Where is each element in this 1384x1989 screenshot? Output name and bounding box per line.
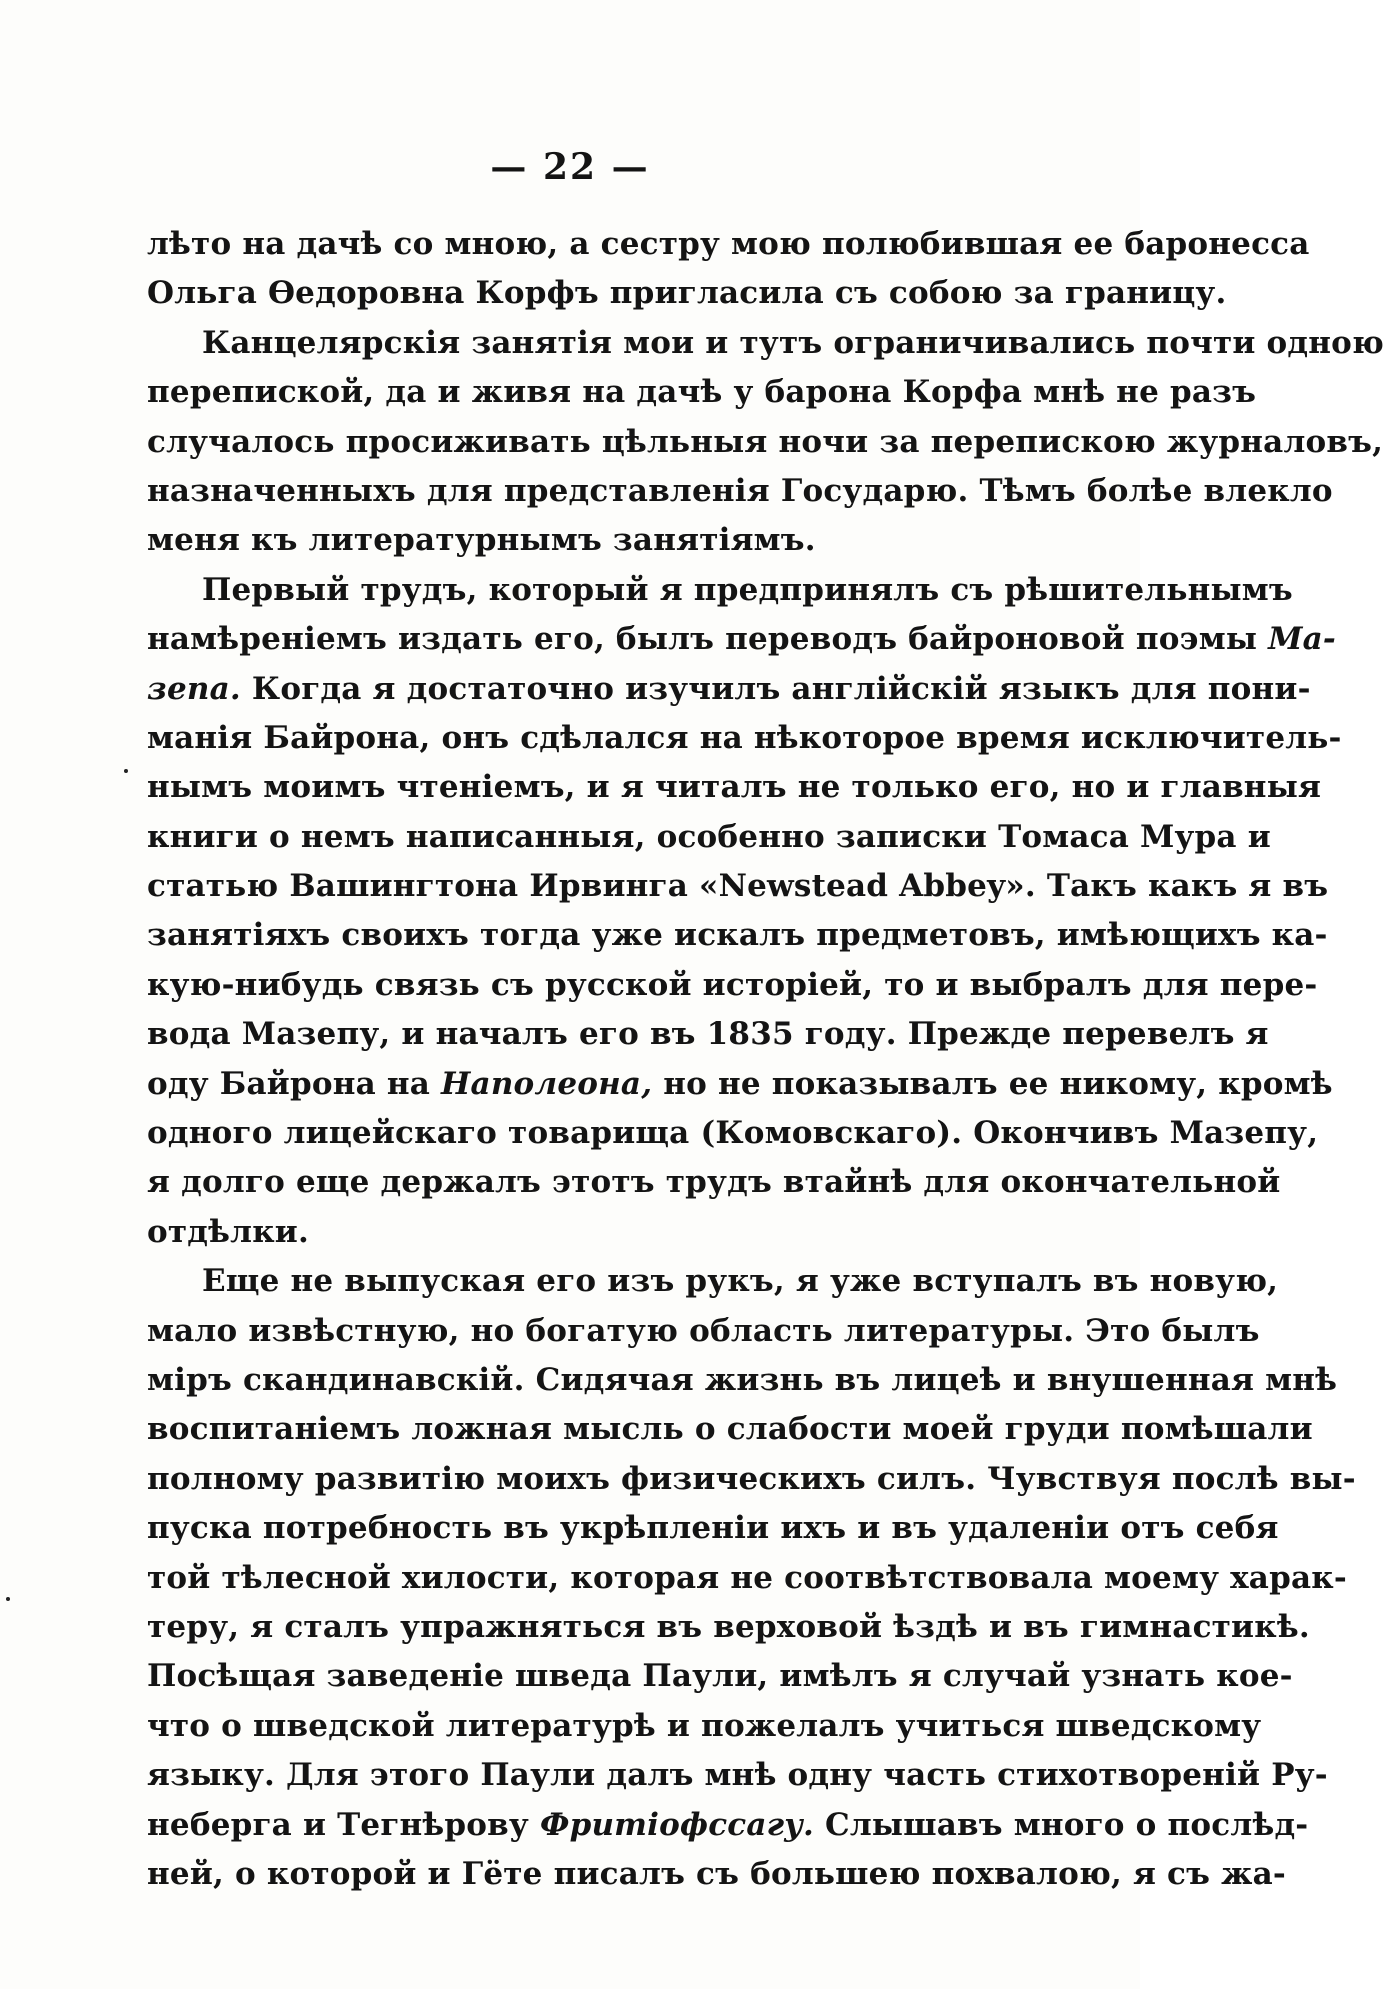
text-line (147, 1652, 1293, 1701)
text-line (147, 1356, 1338, 1405)
text-line (147, 1504, 1279, 1553)
text-line (147, 1060, 1333, 1109)
text-segment: Канцелярскія занятія мои и тутъ ограничивались почти одною (202, 324, 1384, 361)
text-segment: Посѣщая заведеніе шведа Паули, имѣлъ я случай узнать кое- (147, 1658, 1293, 1695)
italic-title: Ма- (1268, 621, 1336, 658)
text-line (147, 1455, 1356, 1504)
text-line (147, 1603, 1310, 1652)
text-line (147, 1801, 1309, 1850)
text-line (147, 1010, 1269, 1059)
text-segment: статью Вашингтона Ирвинга «Newstead Abbey». Такъ какъ я въ (147, 868, 1329, 905)
text-line (147, 1702, 1262, 1751)
text-segment: лѣто на дачѣ со мною, а сестру мою полюбившая ее баронесса (147, 226, 1310, 262)
margin-mark (124, 769, 128, 773)
text-segment: манія Байрона, онъ сдѣлался на нѣкоторое время исключитель- (147, 719, 1342, 756)
margin-mark (6, 1597, 10, 1601)
text-line (147, 813, 1271, 862)
text-line (147, 220, 1310, 269)
text-line (147, 1257, 1279, 1306)
text-line (147, 1208, 1057, 1257)
text-segment: міръ скандинавскій. Сидячая жизнь въ лицеѣ и внушенная мнѣ (147, 1361, 1338, 1398)
text-segment: языку. Для этого Паули далъ мнѣ одну часть стихотвореній Ру- (147, 1757, 1328, 1794)
text-segment: ней, о которой и Гёте писалъ съ большею похвалою, я съ жа- (147, 1855, 1286, 1892)
text-segment: но не показывалъ ее никому, кромѣ (652, 1065, 1333, 1102)
text-segment: намѣреніемъ издать его, былъ переводъ байроновой поэмы (147, 621, 1269, 658)
text-segment: Слышавъ много о послѣд- (814, 1806, 1309, 1843)
text-line (147, 1751, 1328, 1800)
text-line (147, 665, 1311, 714)
italic-title: зепа. (147, 670, 241, 707)
italic-title: Фритіофссагу. (539, 1806, 814, 1843)
text-segment: неберга и Тегнѣрову (147, 1806, 540, 1843)
text-segment: я долго еще держалъ этотъ трудъ втайнѣ для окончательной (147, 1164, 1281, 1201)
text-segment: мало извѣстную, но богатую область литературы. Это былъ (147, 1312, 1260, 1349)
text-segment: занятіяхъ своихъ тогда уже искалъ предметовъ, имѣющихъ ка- (147, 917, 1328, 954)
body-text (147, 220, 1384, 1899)
text-line (147, 1554, 1347, 1603)
text-segment: Первый трудъ, который я предпринялъ съ рѣшительнымъ (202, 571, 1293, 608)
text-line (147, 862, 1329, 911)
text-line (147, 1850, 1286, 1899)
text-segment: книги о немъ написанныя, особенно записки Томаса Мура и (147, 818, 1271, 855)
text-segment: теру, я сталъ упражняться въ верховой ѣздѣ и въ гимнастикѣ. (147, 1608, 1310, 1645)
text-line (147, 418, 1384, 467)
text-line (147, 269, 1227, 318)
text-line (147, 714, 1342, 763)
text-segment: нымъ моимъ чтеніемъ, и я читалъ не только его, но и главныя (147, 769, 1322, 806)
text-segment: кую-нибудь связь съ русской исторіей, то и выбралъ для пере- (147, 966, 1318, 1003)
text-line (147, 516, 1057, 565)
text-line (147, 1405, 1313, 1454)
text-segment: пуска потребность въ укрѣпленіи ихъ и въ удаленіи отъ себя (147, 1510, 1279, 1547)
text-segment: отдѣлки. (147, 1213, 309, 1250)
page-number: — 22 — (490, 146, 650, 188)
text-line (147, 1158, 1281, 1207)
text-segment: полному развитію моихъ физическихъ силъ. Чувствуя послѣ вы- (147, 1460, 1356, 1497)
text-line (147, 961, 1318, 1010)
text-segment: Ольга Өедоровна Корфъ пригласила съ собою за границу. (147, 275, 1227, 312)
text-line (147, 319, 1384, 368)
text-segment: Еще не выпуская его изъ рукъ, я уже вступалъ въ новую, (202, 1263, 1279, 1300)
text-segment: что о шведской литературѣ и пожелалъ учиться шведскому (147, 1707, 1262, 1744)
text-line (147, 566, 1293, 615)
text-segment: одного лицейскаго товарища (Комовскаго). Окончивъ Мазепу, (147, 1115, 1319, 1152)
text-segment: назначенныхъ для представленія Государю. Тѣмъ болѣе влекло (147, 472, 1333, 509)
text-line (147, 1109, 1319, 1158)
text-line (147, 911, 1328, 960)
text-line (147, 763, 1322, 812)
text-segment: оду Байрона на (147, 1065, 442, 1102)
text-segment: случалось просиживать цѣльныя ночи за перепискою журналовъ, (147, 423, 1384, 460)
text-segment: вода Мазепу, и началъ его въ 1835 году. Прежде перевелъ я (147, 1016, 1269, 1053)
text-segment: перепиской, да и живя на дачѣ у барона Корфа мнѣ не разъ (147, 374, 1257, 411)
text-line (147, 368, 1257, 417)
text-segment: Когда я достаточно изучилъ англійскій языкъ для пони- (240, 670, 1311, 707)
text-line (147, 1307, 1260, 1356)
text-segment: той тѣлесной хилости, которая не соотвѣтствовала моему харак- (147, 1559, 1347, 1596)
text-line (147, 615, 1336, 664)
text-segment: меня къ литературнымъ занятіямъ. (147, 522, 816, 559)
italic-title: Наполеона, (441, 1065, 653, 1102)
text-segment: воспитаніемъ ложная мысль о слабости моей груди помѣшали (147, 1411, 1313, 1448)
text-line (147, 467, 1333, 516)
